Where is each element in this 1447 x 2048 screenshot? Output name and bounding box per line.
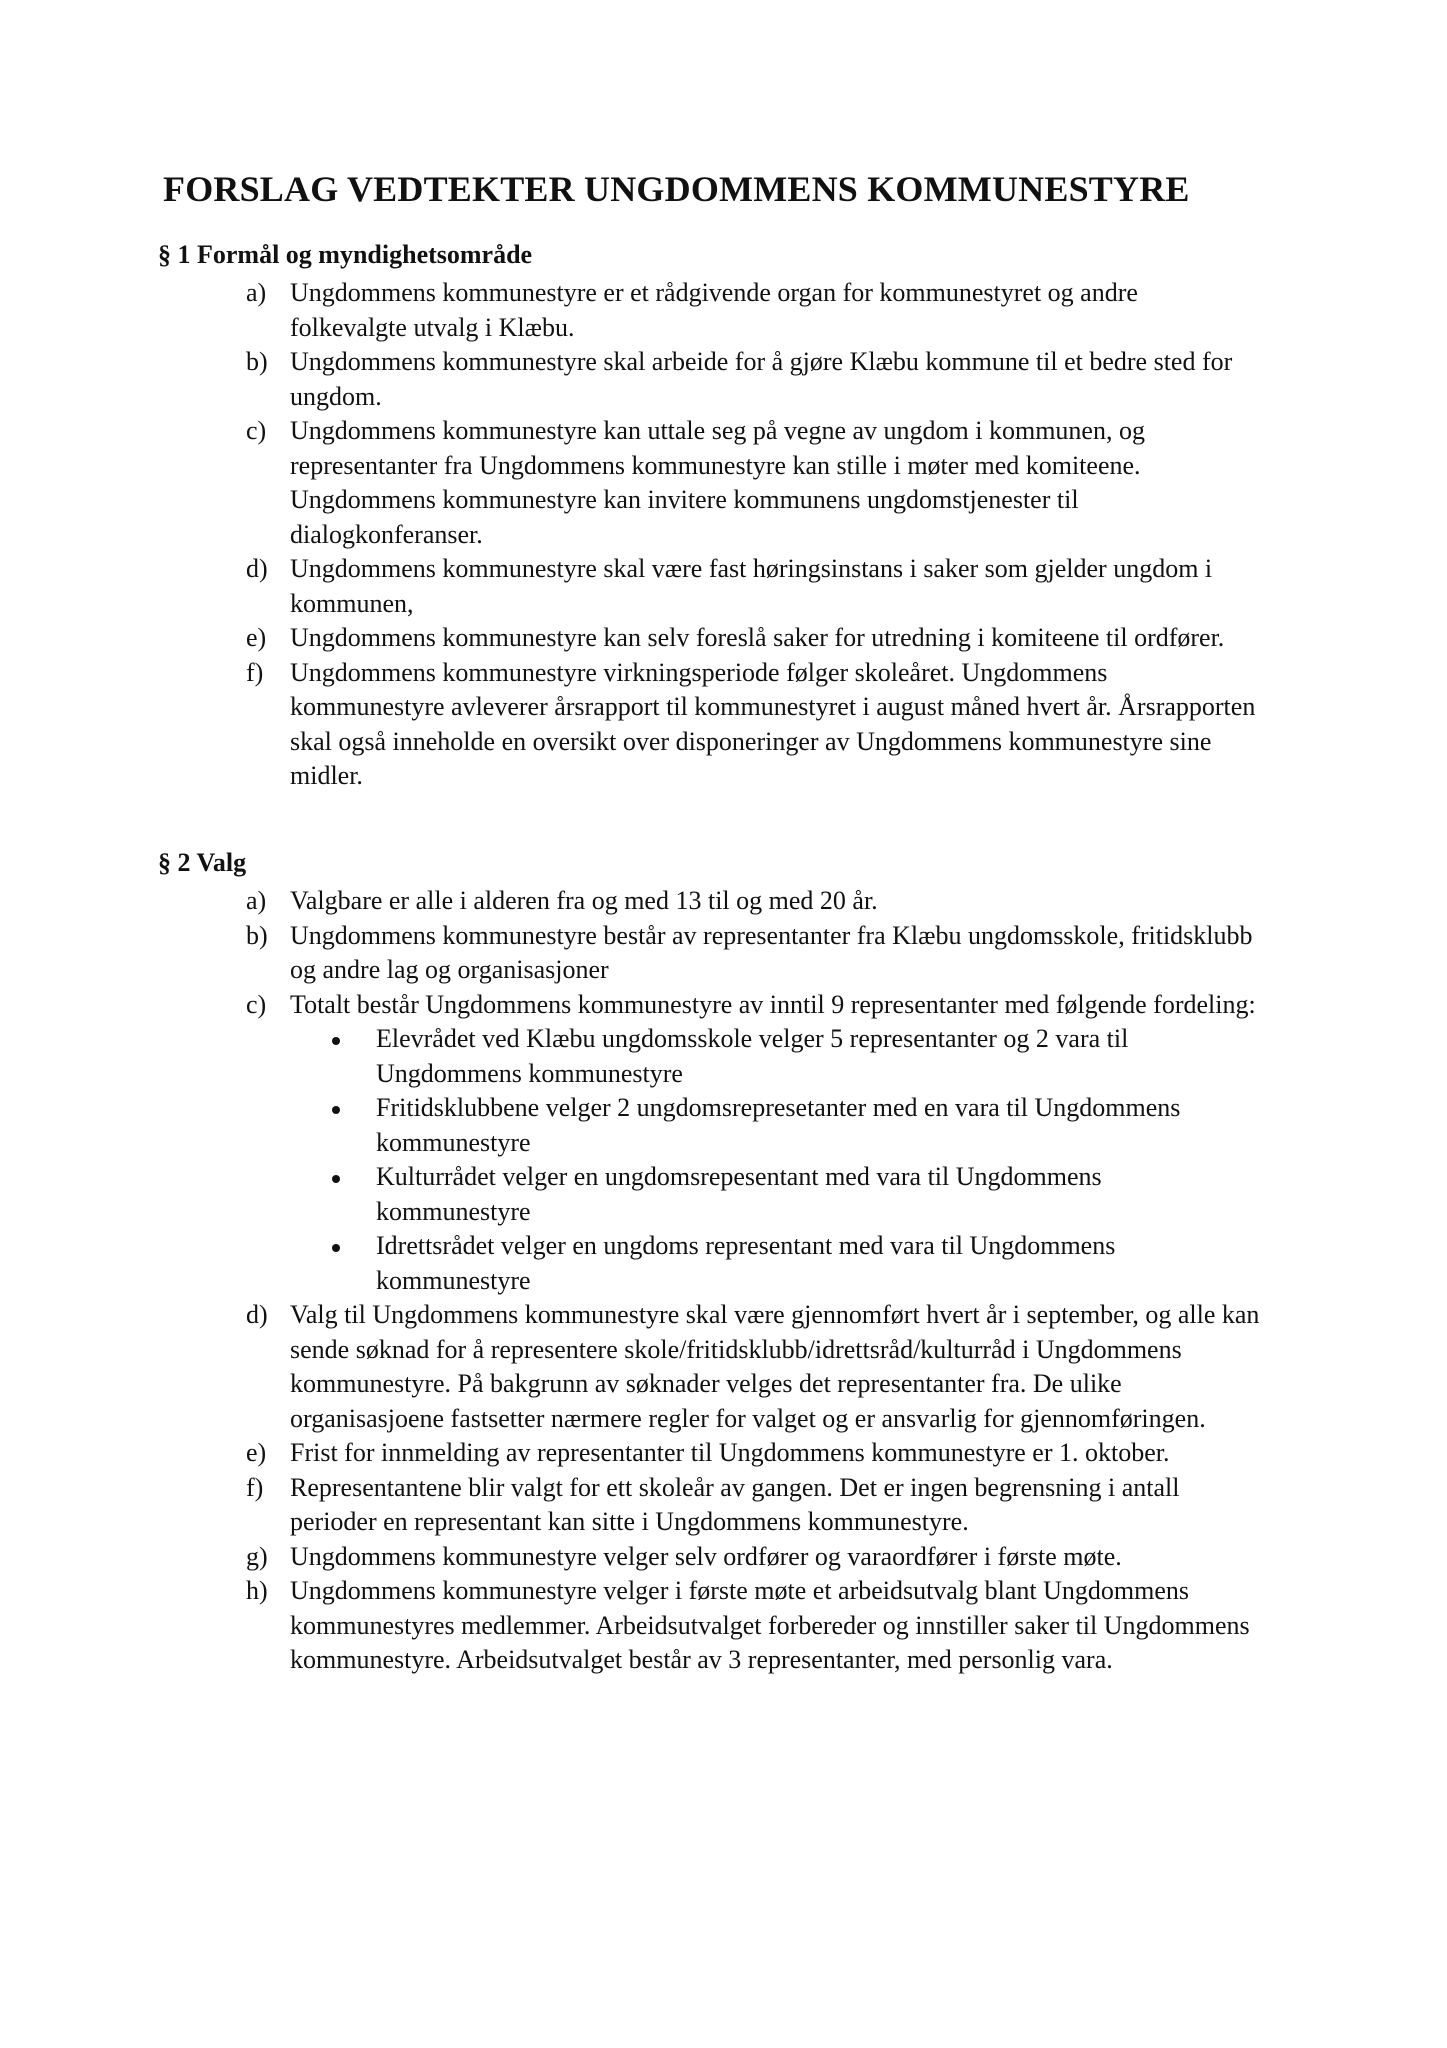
item-marker: b)	[246, 920, 268, 950]
item-marker: f)	[246, 657, 264, 687]
item-text: Ungdommens kommunestyre skal arbeide for å gjøre Klæbu kommune til et bedre sted for ungdom.	[290, 347, 1233, 411]
item-marker: d)	[246, 1300, 268, 1329]
item-text: Ungdommens kommunestyre er et rådgivende organ for kommunestyret og andre folkevalgte utvalg i Klæbu.	[290, 278, 1138, 342]
list-item	[0, 1574, 1260, 1678]
item-marker: h)	[246, 1576, 268, 1605]
section-heading: § 1 Formål og myndighetsområde	[158, 240, 533, 269]
item-text: Ungdommens kommunestyre kan selv foreslå saker for utredning i komiteene til ordfører.	[290, 623, 1225, 652]
item-text: Ungdommens kommunestyre virkningsperiode følger skoleåret. Ungdommens kommunestyre avleverer årsrapport til kommunestyret i august måned hvert år. Årsrapporten skal også inneholde en oversikt over disponeringer av Ungdommens kommunestyre sine midler.	[290, 657, 1256, 790]
list-item	[0, 552, 1260, 621]
item-text: Ungdommens kommunestyre skal være fast høringsinstans i saker som gjelder ungdom i kommunen,	[290, 554, 1213, 618]
section-heading: § 2 Valg	[158, 848, 247, 877]
item-text: Ungdommens kommunestyre velger selv ordfører og varaordfører i første møte.	[290, 1541, 1122, 1571]
item-text: Valg til Ungdommens kommunestyre skal være gjennomført hvert år i september, og alle kan sende søknad for å representere skole/fritidsklubb/idrettsråd/kulturråd i Ungdommens kommunestyre. På bakgrunn av søknader velges det representanter fra. De ulike organisasjoene fastsetter nærmere regler for valget og er ansvarlig for gjennomføringen.	[290, 1300, 1260, 1433]
list-item	[0, 276, 1260, 345]
list-item	[0, 988, 1260, 1299]
bullet-dot-icon	[332, 1175, 340, 1183]
bullet-item	[290, 1022, 1226, 1091]
bullet-item	[290, 1091, 1226, 1160]
item-marker: g)	[246, 1541, 268, 1571]
bullet-text: Kulturrådet velger en ungdomsrepesentant med vara til Ungdommens kommunestyre	[376, 1162, 1102, 1226]
list-item	[0, 1436, 1260, 1471]
section-item-list	[0, 276, 1447, 794]
bullet-dot-icon	[332, 1037, 340, 1045]
bullet-text: Elevrådet ved Klæbu ungdomsskole velger 5 representanter og 2 vara til Ungdommens kommunestyre	[376, 1024, 1129, 1088]
item-text: Valgbare er alle i alderen fra og med 13 til og med 20 år.	[290, 886, 878, 915]
item-marker: c)	[246, 989, 267, 1019]
list-item	[0, 414, 1260, 552]
item-marker: b)	[246, 347, 268, 376]
section-item-list	[0, 884, 1447, 1678]
item-text: Representantene blir valgt for ett skoleår av gangen. Det er ingen begrensning i antall perioder en representant kan sitte i Ungdommens kommunestyre.	[290, 1472, 1180, 1536]
item-text: Ungdommens kommunestyre velger i første møte et arbeidsutvalg blant Ungdommens kommunestyres medlemmer. Arbeidsutvalget forbereder og innstiller saker til Ungdommens kommunestyre. Arbeidsutvalget består av 3 representanter, med personlig vara.	[290, 1576, 1250, 1674]
list-item	[0, 1540, 1260, 1575]
bullet-list	[290, 1022, 1260, 1298]
bullet-dot-icon	[332, 1106, 340, 1114]
list-item	[0, 656, 1260, 794]
bullet-text: Fritidsklubbene velger 2 ungdomsrepresetanter med en vara til Ungdommens kommunestyre	[376, 1093, 1181, 1157]
item-marker: a)	[246, 886, 267, 915]
item-marker: a)	[246, 278, 267, 307]
bullet-item	[290, 1229, 1226, 1298]
list-item	[0, 1471, 1260, 1540]
bullet-text: Idrettsrådet velger en ungdoms representant med vara til Ungdommens kommunestyre	[376, 1231, 1116, 1295]
item-marker: c)	[246, 416, 267, 445]
item-text: Ungdommens kommunestyre består av representanter fra Klæbu ungdomsskole, fritidsklubb og andre lag og organisasjoner	[290, 920, 1253, 984]
item-marker: d)	[246, 554, 268, 583]
item-marker: f)	[246, 1472, 264, 1502]
item-text: Frist for innmelding av representanter til Ungdommens kommunestyre er 1. oktober.	[290, 1438, 1170, 1467]
item-text: Totalt består Ungdommens kommunestyre av inntil 9 representanter med følgende fordeling:	[290, 989, 1256, 1019]
list-item	[0, 884, 1260, 919]
bullet-dot-icon	[332, 1244, 340, 1252]
document-title: FORSLAG VEDTEKTER UNGDOMMENS KOMMUNESTYRE	[163, 169, 1190, 209]
item-marker: e)	[246, 623, 267, 652]
item-text: Ungdommens kommunestyre kan uttale seg på vegne av ungdom i kommunen, og representanter fra Ungdommens kommunestyre kan stille i møter med komiteene. Ungdommens kommunestyre kan invitere kommunens ungdomstjenester til dialogkonferanser.	[290, 416, 1145, 549]
list-item	[0, 621, 1260, 656]
list-item	[0, 919, 1260, 988]
bullet-item	[290, 1160, 1226, 1229]
list-item	[0, 1298, 1260, 1436]
item-marker: e)	[246, 1438, 267, 1467]
list-item	[0, 345, 1260, 414]
